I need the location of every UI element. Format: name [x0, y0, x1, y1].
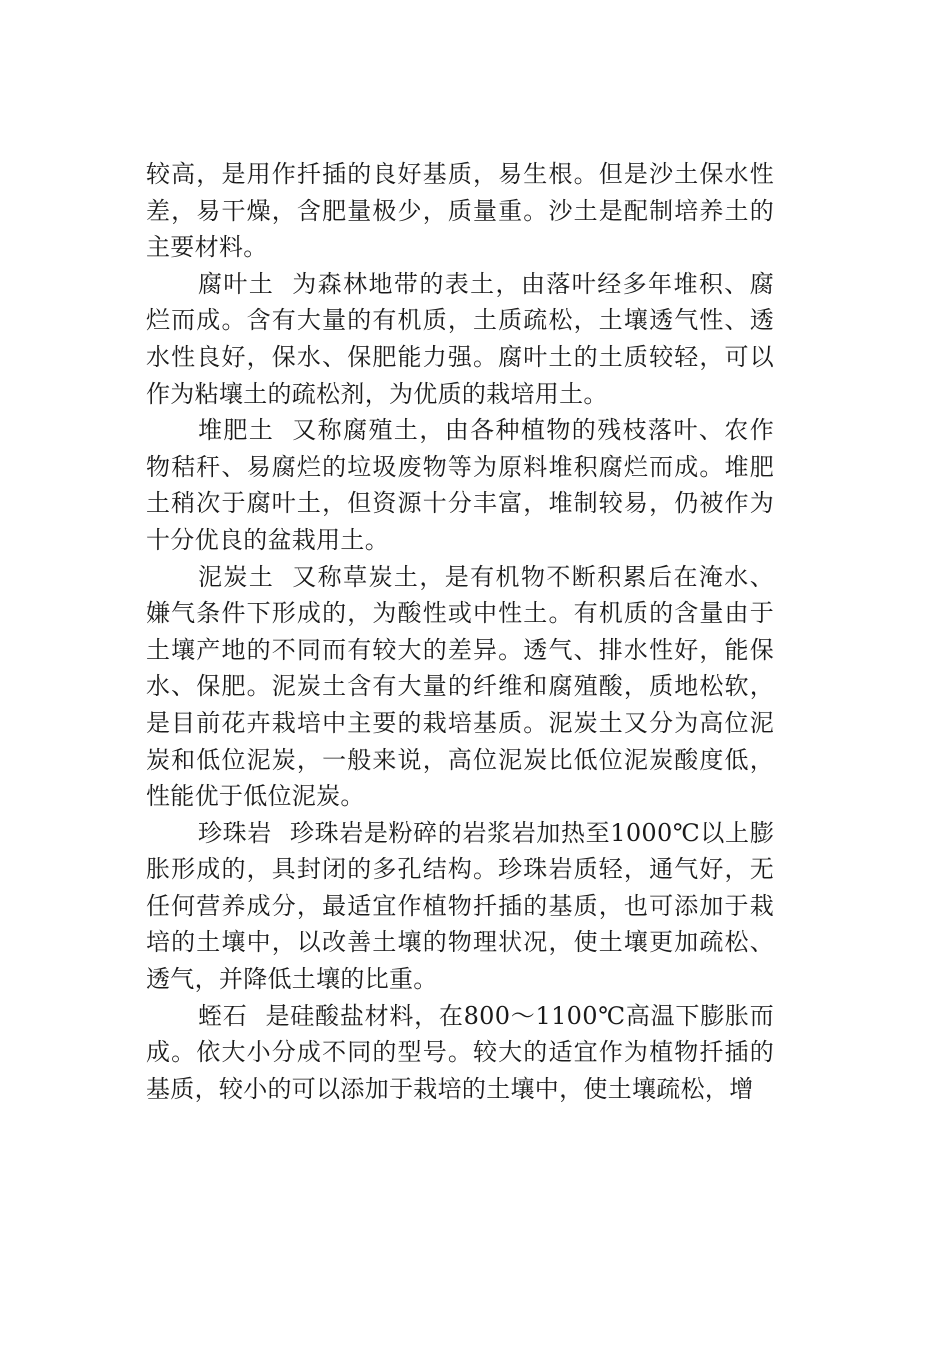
paragraph-continuation — [146, 156, 774, 266]
paragraph-text: 又称草炭土，是有机物不断积累后在淹水、嫌气条件下形成的，为酸性或中性土。有机质的含量由于土壤产地的不同而有较大的差异。透气、排水性好，能保水、保肥。泥炭土含有大量的纤维和腐殖酸，质地松软，是目前花卉栽培中主要的栽培基质。泥炭土又分为高位泥炭和低位泥炭，一般来说，高位泥炭比低位泥炭酸度低，性能优于低位泥炭。 — [146, 562, 774, 811]
paragraph-peat-soil — [146, 559, 774, 815]
paragraph-compost-soil — [146, 412, 774, 558]
paragraph-text: 为森林地带的表土，由落叶经多年堆积、腐烂而成。含有大量的有机质，土质疏松，土壤透气性、透水性良好，保水、保肥能力强。腐叶土的土质较轻，可以作为粘壤土的疏松剂，为优质的栽培用土。 — [146, 269, 774, 408]
paragraph-perlite — [146, 815, 774, 998]
term-label: 泥炭土 — [198, 562, 275, 591]
paragraph-text: 珍珠岩是粉碎的岩浆岩加热至1000℃以上膨胀形成的，具封闭的多孔结构。珍珠岩质轻，通气好，无任何营养成分，最适宜作植物扦插的基质，也可添加于栽培的土壤中，以改善土壤的物理状况，使土壤更加疏松、透气，并降低土壤的比重。 — [146, 818, 774, 994]
paragraph-text: 较高，是用作扦插的良好基质，易生根。但是沙土保水性差，易干燥，含肥量极少，质量重。沙土是配制培养土的主要材料。 — [146, 160, 774, 262]
paragraph-text: 又称腐殖土，由各种植物的残枝落叶、农作物秸秆、易腐烂的垃圾废物等为原料堆积腐烂而成。堆肥土稍次于腐叶土，但资源十分丰富，堆制较易，仍被作为十分优良的盆栽用土。 — [146, 416, 774, 554]
body-text — [146, 156, 774, 1107]
term-label: 堆肥土 — [198, 416, 275, 445]
paragraph-vermiculite — [146, 998, 774, 1108]
term-label: 腐叶土 — [198, 269, 275, 298]
paragraph-text: 是硅酸盐材料，在800～1100℃高温下膨胀而成。依大小分成不同的型号。较大的适宜作为植物扦插的基质，较小的可以添加于栽培的土壤中，使土壤疏松，增 — [146, 1001, 774, 1103]
term-label: 珍珠岩 — [198, 818, 272, 847]
term-label: 蛭石 — [198, 1001, 248, 1030]
paragraph-humus-soil — [146, 266, 774, 412]
